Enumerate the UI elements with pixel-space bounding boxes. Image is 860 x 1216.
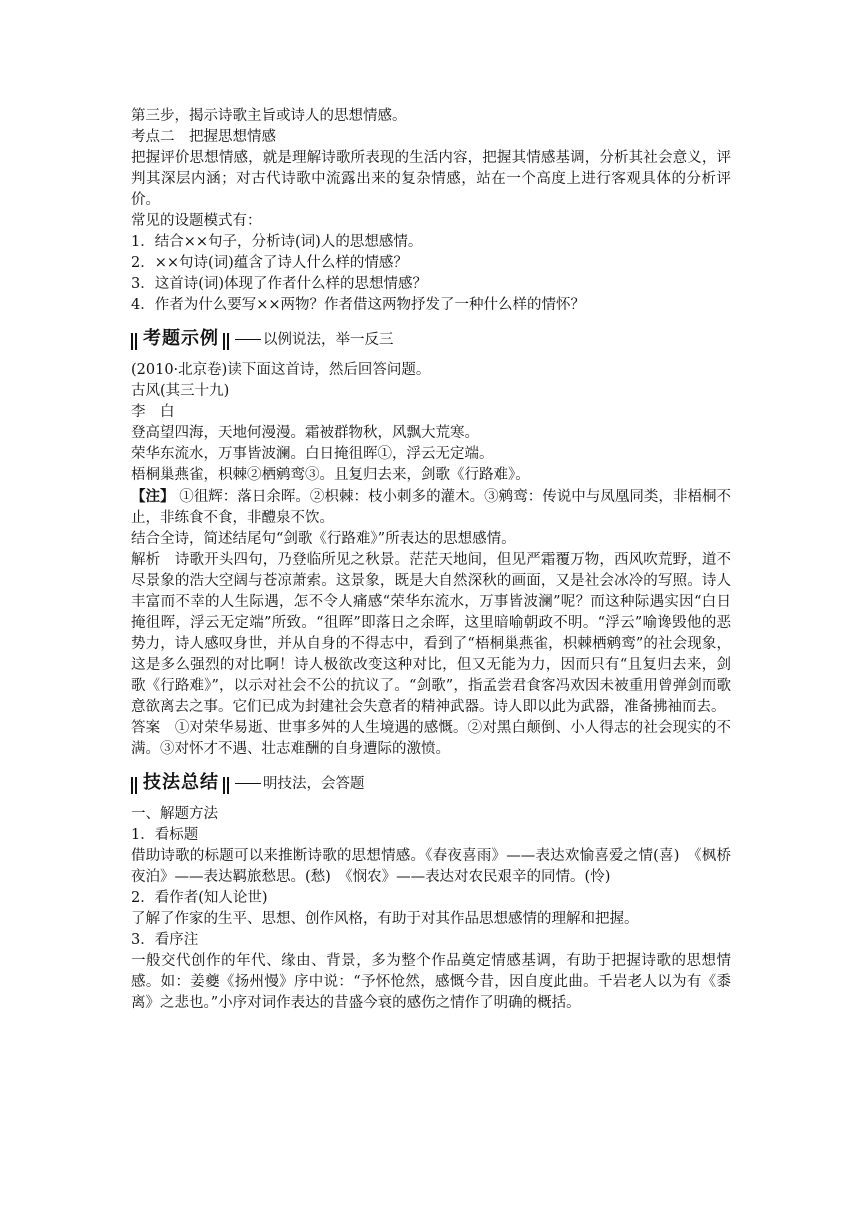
note-label: 【注】 <box>131 488 175 505</box>
analysis-text: 解析 诗歌开头四句，乃登临所见之秋景。茫茫天地间，但见严霜覆万物，西风吹荒野，道不尽景象的浩大空阔与苍凉萧索。这景象，既是大自然深秋的画面，又是社会冰冷的写照。诗人丰富而不幸的人生际遇，怎不令人痛感“荣华东流水，万事皆波澜”呢？而这种际遇实因“白日掩徂晖，浮云无定端”所致。“徂晖”即落日之余晖，这里暗喻朝政不明。“浮云”喻谗毁他的恶势力，诗人感叹身世，并从自身的不得志中，看到了“梧桐巢燕雀，枳棘栖鹓鸾”的社会现象，这是多么强烈的对比啊！诗人极欲改变这种对比，但又无能为力，因而只有“且复归去来，剑歌《行路难》”，以示对社会不公的抗议了。“剑歌”，指孟尝君食客冯欢因未被重用曾弹剑而歌意欲离去之事。它们已成为封建社会失意者的精神武器。诗人即以此为武器，准备拂袖而去。 <box>131 552 731 715</box>
technique-header-sub: 明技法，会答题 <box>263 776 365 792</box>
pattern-item: 3．这首诗(词)体现了作者什么样的思想情感？ <box>131 276 428 292</box>
pattern-item: 2．××句诗(词)蕴含了诗人什么样的情感？ <box>131 255 408 271</box>
step3-text: 第三步，揭示诗歌主旨或诗人的思想情感。 <box>131 108 407 124</box>
method-2-body: 了解了作家的生平、思想、创作风格，有助于对其作品思想感情的理解和把握。 <box>131 911 639 927</box>
poem-line: 荣华东流水，万事皆波澜。白日掩徂晖①，浮云无定端。 <box>131 446 494 462</box>
document-page <box>131 106 731 1014</box>
example-header-sub: 以例说法，举一反三 <box>263 332 394 348</box>
question-text: 结合全诗，简述结尾句“剑歌《行路难》”所表达的思想感情。 <box>131 531 516 547</box>
poem-author: 李 白 <box>131 404 175 420</box>
note-block <box>131 486 731 529</box>
method-title: 一、解题方法 <box>131 806 218 822</box>
method-1-title: 1．看标题 <box>131 827 199 843</box>
note-text: ①徂辉：落日余晖。②枳棘：枝小刺多的灌木。③鹓鸾：传说中与凤凰同类，非梧桐不止，非练食不食，非醴泉不饮。 <box>131 489 732 526</box>
pattern-item: 1．结合××句子，分析诗(词)人的思想感情。 <box>131 234 423 250</box>
example-header-title: 考题示例 <box>143 328 219 349</box>
patterns-title: 常见的设题模式有： <box>131 213 262 229</box>
question-intro: (2010·北京卷)读下面这首诗，然后回答问题。 <box>131 362 431 378</box>
technique-section-header <box>131 768 731 794</box>
example-section-header <box>131 324 731 350</box>
pattern-item: 4．作者为什么要写××两物？作者借这两物抒发了一种什么样的情怀？ <box>131 297 586 313</box>
poem-title: 古风(其三十九) <box>131 383 230 399</box>
method-3-title: 3．看序注 <box>131 932 199 948</box>
point-body: 把握评价思想情感，就是理解诗歌所表现的生活内容，把握其情感基调，分析其社会意义，评判其深层内涵；对古代诗歌中流露出来的复杂情感，站在一个高度上进行客观具体的分析评价。 <box>131 150 731 208</box>
method-2-title: 2．看作者(知人论世) <box>131 890 268 906</box>
method-3-body: 一般交代创作的年代、缘由、背景，多为整个作品奠定情感基调，有助于把握诗歌的思想情感。如：姜夔《扬州慢》序中说：“予怀怆然，感慨今昔，因自度此曲。千岩老人以为有《黍离》之悲也。”小序对词作表达的昔盛今衰的感伤之情作了明确的概括。 <box>131 953 731 1011</box>
answer-text: 答案 ①对荣华易逝、世事多舛的人生境遇的感慨。②对黑白颠倒、小人得志的社会现实的不满。③对怀才不遇、壮志难酬的自身遭际的激愤。 <box>131 720 731 757</box>
method-1-body: 借助诗歌的标题可以来推断诗歌的思想情感。《春夜喜雨》——表达欢愉喜爱之情(喜) 《枫桥夜泊》——表达羁旅愁思。(愁) 《悯农》——表达对农民艰辛的同情。(怜) <box>131 848 731 885</box>
technique-header-title: 技法总结 <box>143 772 219 793</box>
point-title: 考点二 把握思想情感 <box>131 129 276 145</box>
poem-line: 登高望四海，天地何漫漫。霜被群物秋，风飘大荒寒。 <box>131 425 479 441</box>
poem-line: 梧桐巢燕雀，枳棘②栖鹓鸾③。且复归去来，剑歌《行路难》。 <box>131 467 530 483</box>
